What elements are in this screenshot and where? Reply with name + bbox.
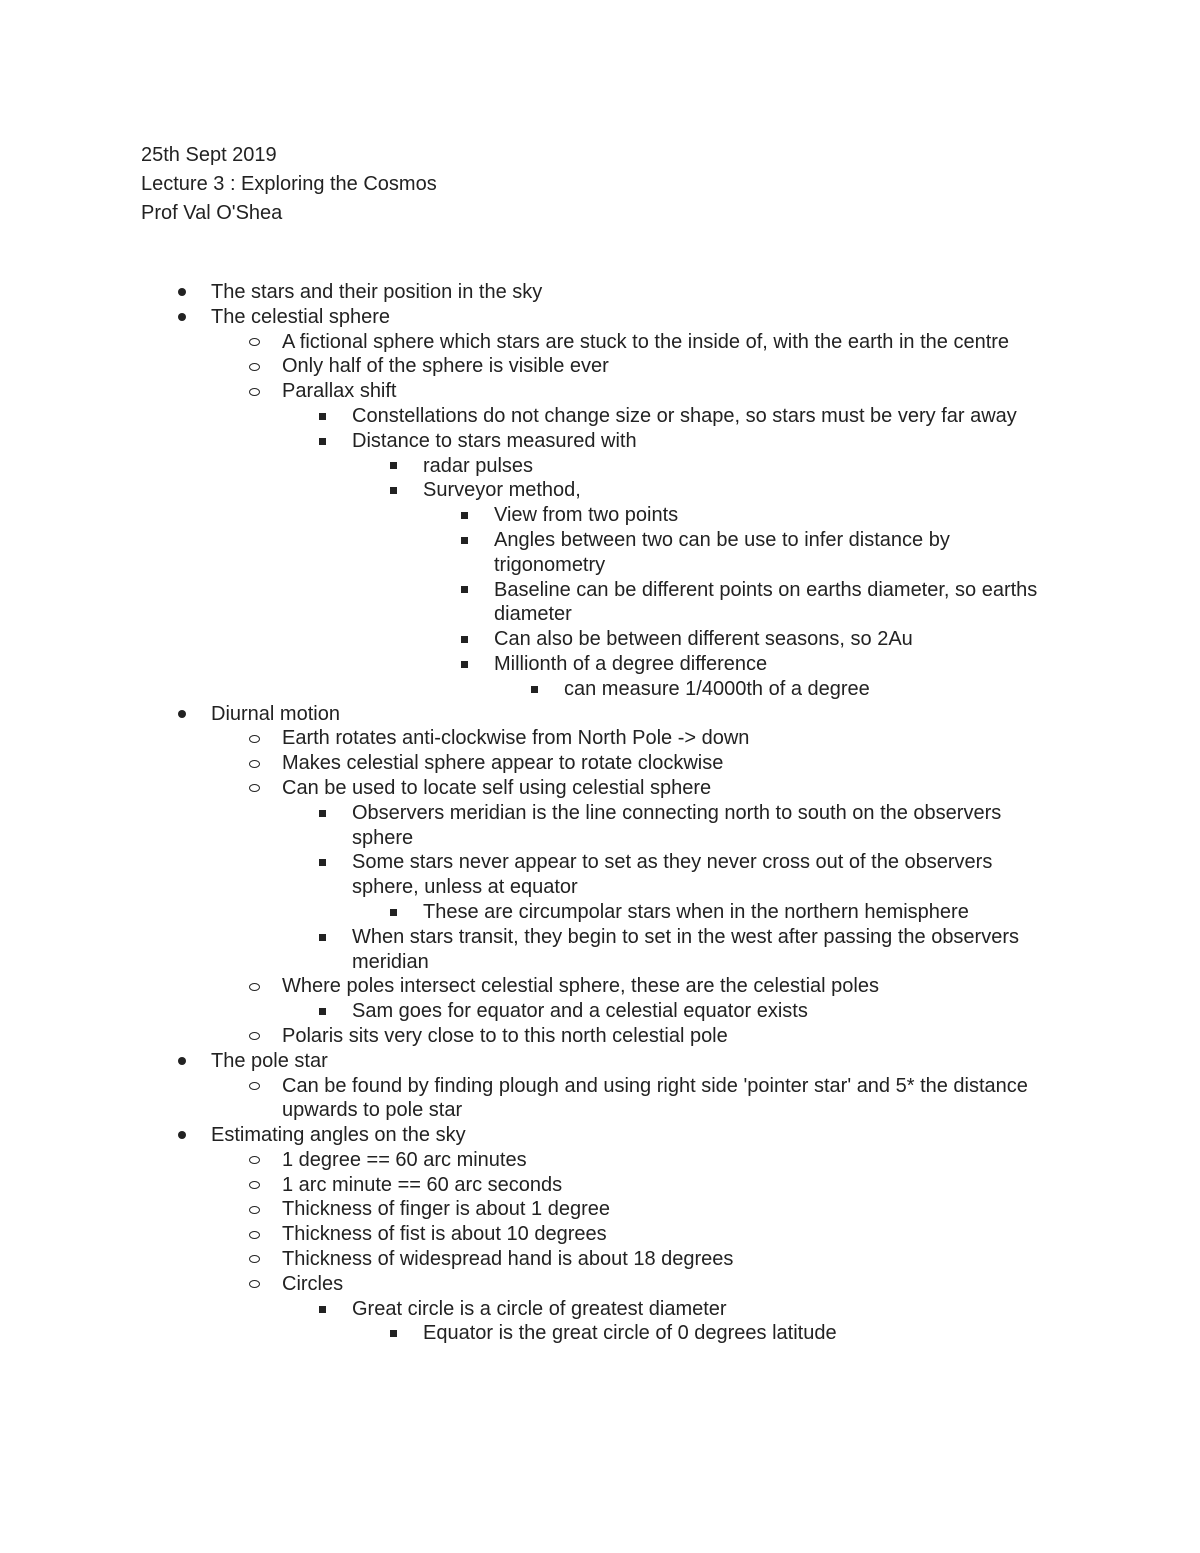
list-item-text: 1 arc minute == 60 arc seconds: [282, 1173, 563, 1196]
circle-bullet-icon: [249, 751, 260, 776]
list-item-text: Diurnal motion: [211, 702, 340, 725]
list-item-text: Thickness of fist is about 10 degrees: [282, 1223, 607, 1246]
square-bullet-icon: [319, 429, 326, 454]
list-item-text: Surveyor method,: [423, 479, 581, 502]
list-item-text: Parallax shift: [282, 380, 397, 403]
list-item: [494, 503, 1060, 528]
square-bullet-icon: [390, 454, 397, 479]
list-item: [282, 330, 1060, 355]
list-item-text: Can be found by finding plough and using right side 'pointer star' and 5* the distance upwards to pole star: [282, 1074, 1028, 1122]
list-item: [494, 652, 1060, 677]
list-item: [282, 1272, 1060, 1297]
circle-bullet-icon: [249, 1173, 260, 1198]
list-item: [282, 1024, 1060, 1049]
list-item: [352, 850, 1060, 900]
square-bullet-icon: [531, 677, 538, 702]
list-item-text: 1 degree == 60 arc minutes: [282, 1148, 527, 1171]
list-item: [282, 1148, 1060, 1173]
list-item: [352, 999, 1060, 1024]
circle-bullet-icon: [249, 379, 260, 404]
square-bullet-icon: [319, 801, 326, 826]
list-item: [423, 900, 1060, 925]
square-bullet-icon: [461, 578, 468, 603]
circle-bullet-icon: [249, 974, 260, 999]
square-bullet-icon: [319, 999, 326, 1024]
list-item: [494, 627, 1060, 652]
square-bullet-icon: [319, 1297, 326, 1322]
list-item-text: Only half of the sphere is visible ever: [282, 355, 609, 378]
list-item: [423, 478, 1060, 503]
circle-bullet-icon: [249, 726, 260, 751]
list-item-text: Polaris sits very close to to this north celestial pole: [282, 1024, 728, 1047]
list-item-text: can measure 1/4000th of a degree: [564, 677, 870, 700]
disc-bullet-icon: [178, 280, 186, 305]
list-item: [282, 354, 1060, 379]
list-item: [282, 1197, 1060, 1222]
circle-bullet-icon: [249, 1272, 260, 1297]
lecture-title: Lecture 3 : Exploring the Cosmos: [141, 173, 437, 195]
list-item-text: Thickness of finger is about 1 degree: [282, 1198, 610, 1221]
list-item-text: The celestial sphere: [211, 305, 390, 328]
note-header: [141, 141, 437, 228]
square-bullet-icon: [319, 850, 326, 875]
list-item-text: Circles: [282, 1272, 344, 1295]
list-item-text: Thickness of widespread hand is about 18 degrees: [282, 1248, 734, 1271]
list-item: [352, 1297, 1060, 1322]
disc-bullet-icon: [178, 1123, 186, 1148]
list-item-text: Distance to stars measured with: [352, 429, 637, 452]
circle-bullet-icon: [249, 1197, 260, 1222]
list-item-text: Millionth of a degree difference: [494, 652, 768, 675]
list-item: [282, 1247, 1060, 1272]
list-item: [211, 1049, 1060, 1074]
list-item: [423, 454, 1060, 479]
list-item-text: Great circle is a circle of greatest diameter: [352, 1297, 727, 1320]
list-item: [282, 1173, 1060, 1198]
list-item-text: radar pulses: [423, 454, 534, 477]
list-item: [211, 280, 1060, 305]
circle-bullet-icon: [249, 1148, 260, 1173]
list-item: [211, 702, 1060, 727]
list-item-text: These are circumpolar stars when in the northern hemisphere: [423, 900, 969, 923]
circle-bullet-icon: [249, 1222, 260, 1247]
square-bullet-icon: [319, 925, 326, 950]
list-item: [282, 974, 1060, 999]
list-item-text: Some stars never appear to set as they never cross out of the observers sphere, unless at equator: [352, 851, 993, 899]
circle-bullet-icon: [249, 1024, 260, 1049]
list-item: [211, 305, 1060, 330]
list-item: [564, 677, 1060, 702]
list-item: [352, 429, 1060, 454]
list-item-text: Observers meridian is the line connecting north to south on the observers sphere: [352, 801, 1002, 849]
list-item-text: Estimating angles on the sky: [211, 1124, 466, 1147]
list-item: [352, 404, 1060, 429]
circle-bullet-icon: [249, 776, 260, 801]
list-item: [282, 1222, 1060, 1247]
list-item-text: Where poles intersect celestial sphere, these are the celestial poles: [282, 975, 879, 998]
disc-bullet-icon: [178, 702, 186, 727]
list-item-text: Makes celestial sphere appear to rotate clockwise: [282, 752, 724, 775]
list-item: [423, 1321, 1060, 1346]
square-bullet-icon: [461, 503, 468, 528]
professor-name: Prof Val O'Shea: [141, 202, 283, 224]
list-item-text: Equator is the great circle of 0 degrees latitude: [423, 1322, 837, 1345]
list-item: [282, 379, 1060, 404]
circle-bullet-icon: [249, 1247, 260, 1272]
list-item: [282, 776, 1060, 801]
disc-bullet-icon: [178, 1049, 186, 1074]
list-item-text: Sam goes for equator and a celestial equator exists: [352, 1000, 808, 1023]
square-bullet-icon: [319, 404, 326, 429]
square-bullet-icon: [390, 478, 397, 503]
lecture-date: 25th Sept 2019: [141, 144, 277, 166]
square-bullet-icon: [461, 652, 468, 677]
circle-bullet-icon: [249, 330, 260, 355]
list-item: [211, 1123, 1060, 1148]
square-bullet-icon: [390, 1321, 397, 1346]
square-bullet-icon: [461, 528, 468, 553]
square-bullet-icon: [461, 627, 468, 652]
list-item-text: A fictional sphere which stars are stuck to the inside of, with the earth in the centre: [282, 330, 1010, 353]
list-item: [282, 726, 1060, 751]
list-item-text: The stars and their position in the sky: [211, 281, 543, 303]
disc-bullet-icon: [178, 305, 186, 330]
list-item-text: The pole star: [211, 1049, 328, 1072]
list-item-text: Constellations do not change size or shape, so stars must be very far away: [352, 404, 1017, 427]
list-item-text: Can be used to locate self using celestial sphere: [282, 776, 712, 799]
list-item-text: Earth rotates anti-clockwise from North Pole -> down: [282, 727, 750, 750]
list-item: [352, 925, 1060, 975]
list-item: [282, 751, 1060, 776]
list-item-text: View from two points: [494, 504, 679, 527]
list-item: [282, 1074, 1060, 1124]
list-item: [494, 578, 1060, 628]
circle-bullet-icon: [249, 354, 260, 379]
square-bullet-icon: [390, 900, 397, 925]
list-item-text: When stars transit, they begin to set in the west after passing the observers meridian: [352, 925, 1020, 973]
list-item-text: Baseline can be different points on earths diameter, so earths diameter: [494, 578, 1038, 626]
list-item: [352, 801, 1060, 851]
bullet-notes-list: [0, 280, 1200, 1346]
list-item: [494, 528, 1060, 578]
circle-bullet-icon: [249, 1074, 260, 1099]
list-item-text: Angles between two can be use to infer distance by trigonometry: [494, 528, 950, 576]
list-item-text: Can also be between different seasons, so 2Au: [494, 628, 913, 651]
